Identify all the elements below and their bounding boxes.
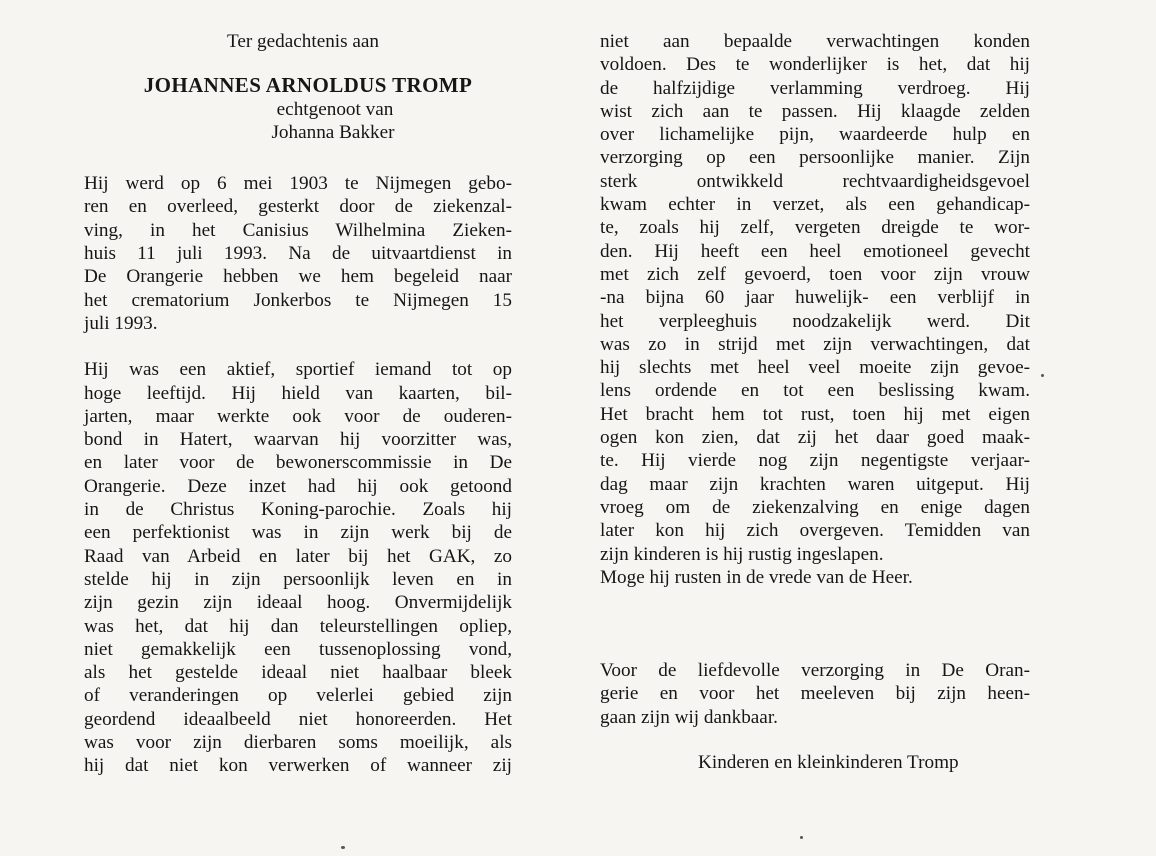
left-body-text [84,172,512,777]
text-line: gerie en voor het meeleven bij zijn heen- [600,683,1030,705]
text-line: stelde hij in zijn persoonlijk leven en in [84,568,512,590]
right-body-text [600,30,1030,566]
text-line: hij dat niet kon verwerken of wanneer zij [84,755,512,777]
text-line: was voor zijn dierbaren soms moeilijk, als [84,732,512,754]
text-line: later kon hij zich overgeven. Temidden van [600,520,1030,542]
text-line: kwam echter in verzet, als een gehandicap- [600,194,1030,216]
text-line: zijn kinderen is hij rustig ingeslapen. [600,543,884,565]
text-line: sterk ontwikkeld rechtvaardigheidsgevoel [600,170,1030,192]
text-line: te. Hij vierde nog zijn negentigste verjaar- [600,450,1030,472]
text-line: over lichamelijke pijn, waardeerde hulp en [600,124,1030,146]
text-line: was het, dat hij dan teleurstellingen opliep, [84,615,512,637]
paper-speck [800,836,803,839]
text-line: de halfzijdige verlamming verdroeg. Hij [600,77,1030,99]
relation-line: echtgenoot van [276,98,394,120]
text-line: voldoen. Des te wonderlijker is het, dat hij [600,54,1030,76]
text-line: bond in Hatert, waarvan hij voorzitter was, [84,429,512,451]
text-line: vroeg om de ziekenzalving en enige dagen [600,496,1030,518]
text-line: Orangerie. Deze inzet had hij ook getoond [84,475,512,497]
text-line: Raad van Arbeid en later bij het GAK, zo [84,545,512,567]
text-line: ogen kon zien, dat zij het daar goed maak- [600,427,1030,449]
text-line: Hij werd op 6 mei 1903 te Nijmegen gebo- [84,173,512,195]
text-line: een perfektionist was in zijn werk bij de [84,522,512,544]
text-line: niet aan bepaalde verwachtingen konden [600,31,1030,52]
text-line: gaan zijn wij dankbaar. [600,706,778,728]
text-line: verzorging op een persoonlijke manier. Zijn [600,147,1030,169]
text-line: juli 1993. [84,312,158,334]
paper-speck [341,846,345,849]
text-line: zijn gezin zijn ideaal hoog. Onvermijdelijk [84,592,512,614]
text-line: ren en overleed, gesterkt door de ziekenzal- [84,196,512,218]
text-line: Hij was een aktief, sportief iemand tot op [84,359,512,381]
paper-speck [1041,374,1044,377]
text-line: hoge leeftijd. Hij hield van kaarten, bil- [84,382,512,404]
text-line: was zo in strijd met zijn verwachtingen, dat [600,333,1030,355]
thanks-text [600,659,1030,729]
text-line: hij slechts met heel veel moeite zijn gevoe- [600,357,1030,379]
signature-line: Kinderen en kleinkinderen Tromp [698,752,959,774]
text-line: en later voor de bewonerscommissie in De [84,452,512,474]
left-column [84,30,512,778]
text-line: den. Hij heeft een heel emotioneel gevecht [600,240,1030,262]
deceased-name: JOHANNES ARNOLDUS TROMP [143,73,473,98]
paragraph-gap [84,335,512,358]
text-line: Voor de liefdevolle verzorging in De Oran- [600,660,1030,682]
text-line: in de Christus Koning-parochie. Zoals hij [84,499,512,521]
text-line: -na bijna 60 jaar huwelijk- een verblijf in [600,287,1030,309]
text-line: als het gestelde ideaal niet haalbaar bleek [84,662,512,684]
text-line: niet gemakkelijk een tussenoplossing vond, [84,638,512,660]
right-column [600,30,1030,774]
text-line: De Orangerie hebben we hem begeleid naar [84,266,512,288]
text-line: het crematorium Jonkerbos te Nijmegen 15 [84,289,512,311]
prayer-line: Moge hij rusten in de vrede van de Heer. [600,566,913,588]
spouse-name: Johanna Bakker [271,121,395,143]
text-line: huis 11 juli 1993. Na de uitvaartdienst in [84,243,512,265]
text-line: dag maar zijn krachten waren uitgeput. Hij [600,473,1030,495]
text-line: lens ordende en tot een beslissing kwam. [600,380,1030,402]
text-line: het verpleeghuis noodzakelijk werd. Dit [600,310,1030,332]
text-line: met zich zelf gevoerd, toen voor zijn vrouw [600,263,1030,285]
text-line: te, zoals hij zelf, vergeten dreigde te wor- [600,217,1030,239]
text-line: jarten, maar werkte ook voor de ouderen- [84,405,512,427]
text-line: Het bracht hem tot rust, toen hij met eigen [600,403,1030,425]
text-line: geordend ideaalbeeld niet honoreerden. Het [84,708,512,730]
text-line: of veranderingen op velerlei gebied zijn [84,685,512,707]
text-line: ving, in het Canisius Wilhelmina Zieken- [84,219,512,241]
text-line: wist zich aan te passen. Hij klaagde zelden [600,100,1030,122]
intro-line: Ter gedachtenis aan [226,31,380,52]
